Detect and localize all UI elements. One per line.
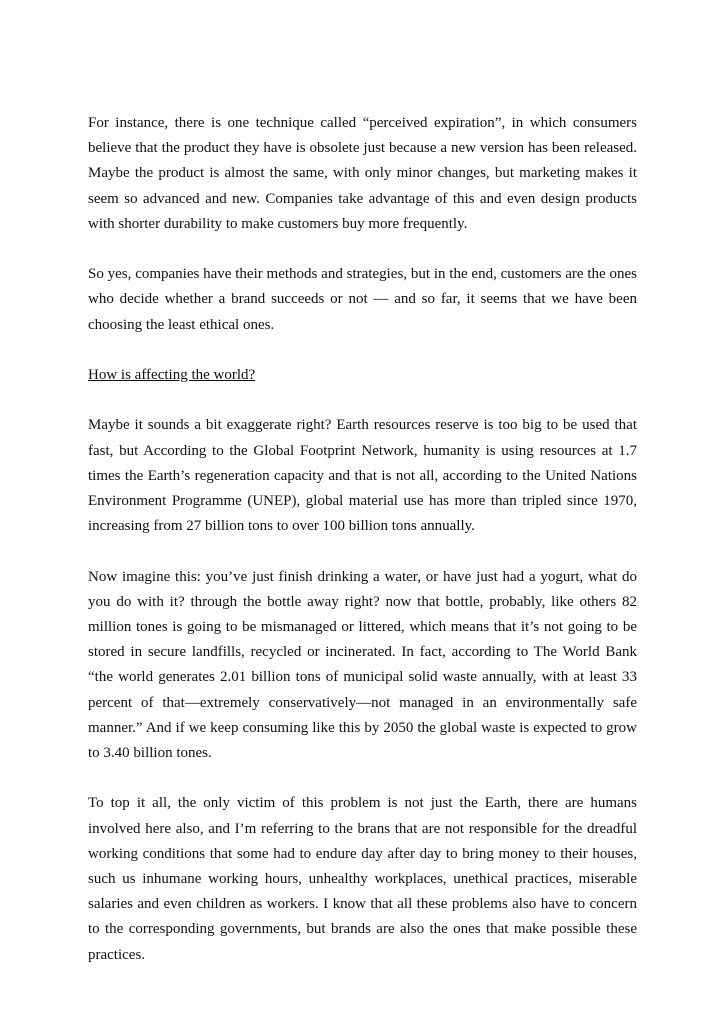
paragraph-working-conditions: To top it all, the only victim of this problem is not just the Earth, there are humans involved here also, and I’m referring to the brans that are not responsible for the dreadful working conditions that some had to endure day after day to bring money to their houses, such us inhumane working hours, unhealthy workplaces, unethical practices, miserable salaries and even children as workers. I know that all these problems also have to concern to the corresponding governments, but brands are also the ones that make possible these practices. bbox=[88, 795, 637, 963]
paragraph-customers-decide: So yes, companies have their methods and strategies, but in the end, customers are the ones who decide whether a brand succeeds or not — and so far, it seems that we have been choosing the least ethical ones. bbox=[88, 266, 637, 333]
paragraph-waste: Now imagine this: you’ve just finish drinking a water, or have just had a yogurt, what do you do with it? through the bottle away right? now that bottle, probably, like others 82 million tones is going to be mismanaged or littered, which means that it’s not going to be stored in secure landfills, recycled or incinerated. In fact, according to The World Bank “the world generates 2.01 billion tons of municipal solid waste annually, with at least 33 percent of that—extremely conservatively—not managed in an environmentally safe manner.” And if we keep consuming like this by 2050 the global waste is expected to grow to 3.40 billion tones. bbox=[88, 568, 637, 762]
section-heading: How is affecting the world? bbox=[88, 367, 256, 383]
paragraph-resources: Maybe it sounds a bit exaggerate right? Earth resources reserve is too big to be used that fast, but According to the Global Footprint Network, humanity is using resources at 1.7 times the Earth’s regeneration capacity and that is not all, according to the United Nations Environment Programme (UNEP), global material use has more than tripled since 1970, increasing from 27 billion tons to over 100 billion tons annually. bbox=[88, 417, 637, 535]
document-body bbox=[88, 111, 637, 993]
paragraph-perceived-expiration: For instance, there is one technique called “perceived expiration”, in which consumers believe that the product they have is obsolete just because a new version has been released. Maybe the product is almost the same, with only minor changes, but marketing makes it seem so advanced and new. Companies take advantage of this and even design products with shorter durability to make customers buy more frequently. bbox=[88, 115, 637, 232]
